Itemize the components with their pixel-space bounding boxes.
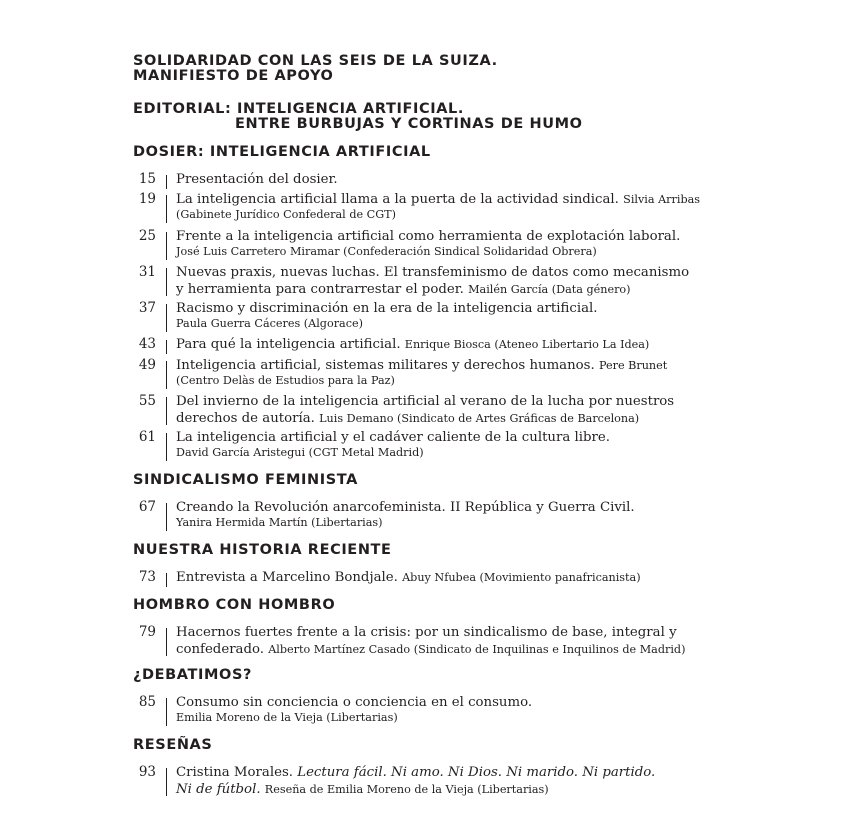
entry-author: Abuy Nfubea (Movimiento panafricanista)	[402, 571, 641, 584]
entry-book-author: Cristina Morales.	[176, 765, 293, 780]
toc-entry[interactable]	[130, 569, 830, 589]
page-number: 49	[138, 357, 156, 373]
divider	[166, 573, 167, 587]
entry-author: Silvia Arribas	[623, 193, 701, 206]
entry-author: David García Aristegui (CGT Metal Madrid)	[176, 446, 424, 459]
divider	[166, 503, 167, 531]
section-heading-hombro-con-hombro: HOMBRO CON HOMBRO	[133, 597, 336, 613]
entry-author: Pere Brunet	[598, 359, 668, 372]
toc-entry[interactable]	[130, 694, 830, 728]
section-heading-sindicalismo-feminista: SINDICALISMO FEMINISTA	[133, 472, 358, 488]
toc-entry[interactable]	[130, 336, 830, 356]
section-heading-debatimos: ¿DEBATIMOS?	[133, 667, 252, 683]
editorial-heading-line2: ENTRE BURBUJAS Y CORTINAS DE HUMO	[235, 116, 583, 132]
page-number: 85	[138, 694, 156, 710]
entry-author: Mailén García (Data género)	[468, 283, 631, 296]
entry-title-continued: derechos de autoría.	[176, 411, 315, 426]
divider	[166, 304, 167, 332]
page-number: 61	[138, 429, 156, 445]
entry-title: Inteligencia artificial, sistemas militares y derechos humanos.	[176, 358, 595, 373]
entry-title: Racismo y discriminación en la era de la inteligencia artificial.	[176, 301, 598, 316]
page-number: 25	[138, 228, 156, 244]
divider	[166, 175, 167, 189]
entry-title: Para qué la inteligencia artificial.	[176, 337, 401, 352]
page-number: 93	[138, 764, 156, 780]
divider	[166, 768, 167, 796]
entry-title: La inteligencia artificial y el cadáver caliente de la cultura libre.	[176, 430, 610, 445]
entry-title: Presentación del dosier.	[176, 172, 338, 187]
page-number: 15	[138, 171, 156, 187]
toc-entry[interactable]	[130, 393, 830, 427]
entry-title: Hacernos fuertes frente a la crisis: por un sindicalismo de base, integral y	[176, 625, 677, 640]
divider	[166, 397, 167, 425]
divider	[166, 361, 167, 389]
entry-author-affiliation: (Centro Delàs de Estudios para la Paz)	[176, 374, 395, 387]
entry-title: La inteligencia artificial llama a la puerta de la actividad sindical.	[176, 192, 619, 207]
page-number: 67	[138, 499, 156, 515]
entry-title: Del invierno de la inteligencia artificial al verano de la lucha por nuestros	[176, 394, 675, 409]
page-number: 31	[138, 264, 156, 280]
toc-entry[interactable]	[130, 624, 830, 658]
entry-title: Entrevista a Marcelino Bondjale.	[176, 570, 398, 585]
entry-author-affiliation: (Gabinete Jurídico Confederal de CGT)	[176, 208, 396, 221]
divider	[166, 195, 167, 223]
toc-entry[interactable]	[130, 300, 830, 334]
toc-entry[interactable]	[130, 764, 830, 798]
entry-title: Creando la Revolución anarcofeminista. II República y Guerra Civil.	[176, 500, 635, 515]
entry-title: Nuevas praxis, nuevas luchas. El transfeminismo de datos como mecanismo	[176, 265, 690, 280]
toc-entry[interactable]	[130, 429, 830, 463]
divider	[166, 698, 167, 726]
divider	[166, 232, 167, 260]
divider	[166, 433, 167, 461]
entry-author: Alberto Martínez Casado (Sindicato de Inquilinas e Inquilinos de Madrid)	[268, 643, 686, 656]
entry-book-title: Lectura fácil. Ni amo. Ni Dios. Ni marido. Ni partido.	[297, 765, 656, 780]
page-number: 19	[138, 191, 156, 207]
entry-author: Enrique Biosca (Ateneo Libertario La Idea)	[404, 338, 650, 351]
toc-entry[interactable]	[130, 264, 830, 298]
page-number: 43	[138, 336, 156, 352]
page-number: 55	[138, 393, 156, 409]
entry-author: Luis Demano (Sindicato de Artes Gráficas de Barcelona)	[319, 412, 640, 425]
page-number: 73	[138, 569, 156, 585]
entry-title: Frente a la inteligencia artificial como herramienta de explotación laboral.	[176, 229, 681, 244]
manifesto-heading	[133, 54, 498, 84]
entry-author: José Luis Carretero Miramar (Confederación Sindical Solidaridad Obrera)	[176, 245, 597, 258]
toc-entry[interactable]	[130, 228, 830, 262]
toc-entry[interactable]	[130, 171, 830, 191]
entry-author: Paula Guerra Cáceres (Algorace)	[176, 317, 363, 330]
entry-author: Emilia Moreno de la Vieja (Libertarias)	[176, 711, 398, 724]
divider	[166, 628, 167, 656]
entry-author: Yanira Hermida Martín (Libertarias)	[176, 516, 383, 529]
toc-entry[interactable]	[130, 499, 830, 533]
page-number: 79	[138, 624, 156, 640]
entry-title-continued: y herramienta para contrarrestar el poder.	[176, 282, 464, 297]
entry-title-continued: confederado.	[176, 642, 264, 657]
manifesto-heading-line1: SOLIDARIDAD CON LAS SEIS DE LA SUIZA.	[133, 53, 498, 69]
manifesto-heading-line2: MANIFIESTO DE APOYO	[133, 68, 334, 84]
toc-entry[interactable]	[130, 357, 830, 391]
entry-title: Consumo sin conciencia o conciencia en el consumo.	[176, 695, 533, 710]
editorial-heading-line1: EDITORIAL: INTELIGENCIA ARTIFICIAL.	[133, 101, 464, 117]
divider	[166, 340, 167, 354]
editorial-heading	[133, 102, 583, 132]
entry-book-title-continued: Ni de fútbol.	[176, 782, 261, 797]
toc-entry[interactable]	[130, 191, 830, 225]
divider	[166, 268, 167, 296]
section-heading-nuestra-historia-reciente: NUESTRA HISTORIA RECIENTE	[133, 542, 392, 558]
section-heading-resenas: RESEÑAS	[133, 737, 213, 753]
entry-author: Reseña de Emilia Moreno de la Vieja (Libertarias)	[264, 783, 549, 796]
page-number: 37	[138, 300, 156, 316]
section-heading-dosier: DOSIER: INTELIGENCIA ARTIFICIAL	[133, 144, 431, 160]
